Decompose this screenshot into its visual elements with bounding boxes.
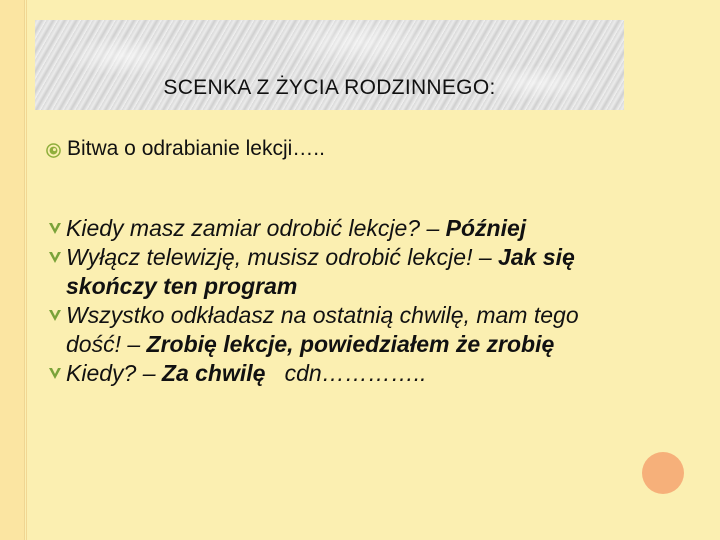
left-decorative-bar xyxy=(0,0,25,540)
subheading xyxy=(46,137,325,161)
question-text: cdn………….. xyxy=(265,360,427,386)
subheading-text: Bitwa o odrabianie lekcji….. xyxy=(67,137,325,160)
list-item xyxy=(48,359,608,388)
answer-text: Później xyxy=(445,215,527,241)
list-item xyxy=(48,301,608,359)
circle-check-icon xyxy=(46,143,61,158)
decorative-circle xyxy=(642,452,684,494)
list-item xyxy=(48,214,608,243)
v-bullet-icon xyxy=(48,221,62,235)
v-bullet-icon xyxy=(48,308,62,322)
v-bullet-icon xyxy=(48,250,62,264)
dialogue-list xyxy=(48,214,608,388)
answer-text: Za chwilę xyxy=(161,360,266,386)
question-text: Kiedy? – xyxy=(66,360,162,386)
question-text: Kiedy masz zamiar odrobić lekcje? – xyxy=(66,215,446,241)
v-bullet-icon xyxy=(48,366,62,380)
question-text: Wszystko odkładasz na ostatnią chwilę, mam tego dość! – xyxy=(66,302,586,357)
question-text: Wyłącz telewizję, musisz odrobić lekcje! – xyxy=(66,244,499,270)
answer-text: Zrobię lekcje, powiedziałem że zrobię xyxy=(146,331,555,357)
list-item xyxy=(48,243,608,301)
answer-text: Jak się skończy ten program xyxy=(66,244,582,299)
title-banner xyxy=(35,20,624,110)
slide-title: SCENKA Z ŻYCIA RODZINNEGO: xyxy=(163,76,496,99)
